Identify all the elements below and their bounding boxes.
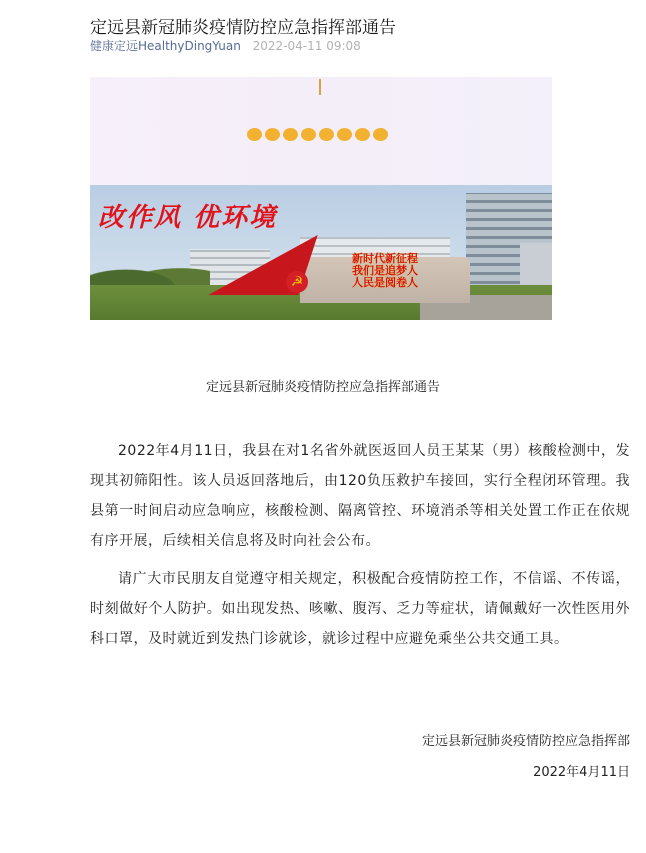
banner-motto: 改作风 优环境 — [98, 203, 278, 233]
slogan-line: 人民是阅卷人 — [352, 276, 418, 289]
dot-decoration — [337, 128, 352, 141]
party-emblem-icon: ☭ — [286, 271, 308, 293]
banner-dots — [247, 128, 388, 142]
notice-signature: 定远县新冠肺炎疫情防控应急指挥部 — [421, 734, 630, 749]
dot-decoration — [301, 128, 316, 141]
banner-photo — [90, 185, 552, 320]
banner-image — [90, 77, 552, 320]
dot-decoration — [319, 128, 334, 141]
article-meta — [90, 38, 361, 54]
notice-subheading: 定远县新冠肺炎疫情防控应急指挥部通告 — [205, 380, 440, 395]
dot-decoration — [247, 128, 262, 141]
account-name-link[interactable]: 健康定远HealthyDingYuan — [90, 39, 241, 53]
notice-date: 2022年4月11日 — [533, 765, 630, 780]
slogan-line: 我们是追梦人 — [352, 264, 418, 277]
dot-decoration — [355, 128, 370, 141]
dot-decoration — [373, 128, 388, 141]
monument-slogan — [352, 253, 418, 289]
banner-top-panel — [90, 77, 552, 185]
publish-time: 2022-04-11 09:08 — [252, 39, 361, 53]
banner-tick-decoration — [319, 79, 321, 95]
article-title: 定远县新冠肺炎疫情防控应急指挥部通告 — [90, 18, 396, 39]
slogan-line: 新时代新征程 — [352, 252, 418, 265]
dot-decoration — [283, 128, 298, 141]
notice-paragraph: 2022年4月11日，我县在对1名省外就医返回人员王某某（男）核酸检测中，发现其初筛阳性。该人员返回落地后，由120负压救护车接回，实行全程闭环管理。我县第一时间启动应急响应，核酸检测、隔离管控、环境消杀等相关处置工作正在依规有序开展，后续相关信息将及时向社会公布。 — [90, 443, 630, 549]
dot-decoration — [265, 128, 280, 141]
notice-paragraph: 请广大市民朋友自觉遵守相关规定，积极配合疫情防控工作，不信谣、不传谣，时刻做好个人防护。如出现发热、咳嗽、腹泻、乏力等症状，请佩戴好一次性医用外科口罩，及时就近到发热门诊就诊，就诊过程中应避免乘坐公共交通工具。 — [90, 571, 630, 647]
